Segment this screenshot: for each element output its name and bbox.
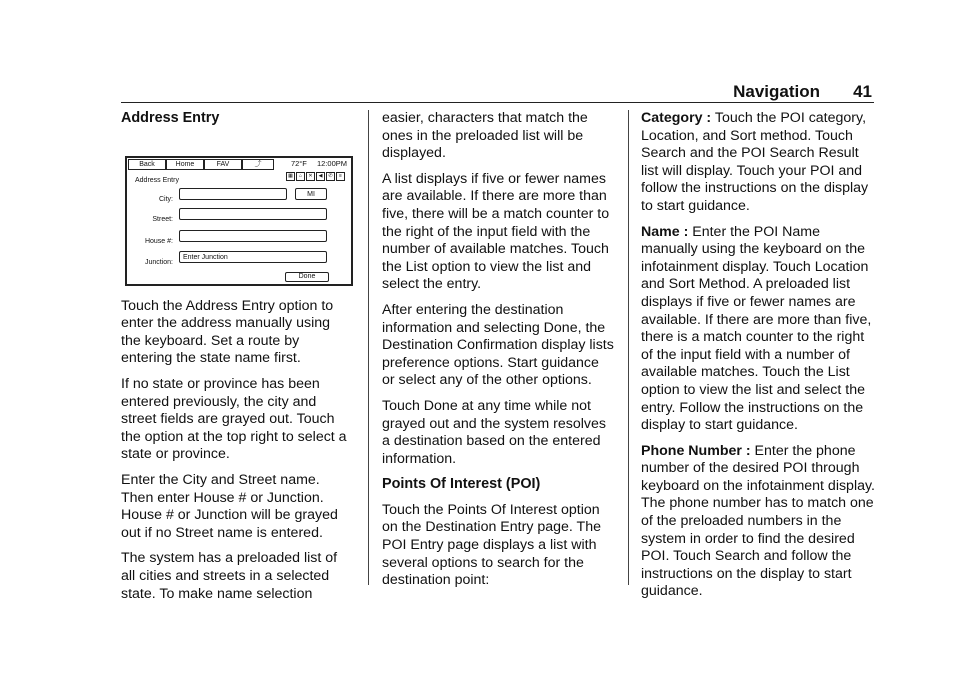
list-icon: ≡ (336, 172, 345, 181)
house-label: House #: (144, 237, 173, 245)
section-heading: Points Of Interest (POI) (382, 476, 541, 493)
phone-icon: ✆ (326, 172, 335, 181)
section-title: Navigation (733, 82, 820, 101)
address-entry-screen-illustration (125, 156, 353, 286)
junction-label: Junction: (144, 258, 173, 266)
keyboard-icon: ▦ (286, 172, 295, 181)
city-field (179, 188, 287, 200)
column-3 (641, 110, 876, 609)
paragraph: Touch Done at any time while not grayed out and the system resolves a destination based on the entered information. (382, 397, 606, 467)
screen-icon-row (285, 172, 345, 181)
close-icon: ✕ (306, 172, 315, 181)
screen-title: Address Entry (135, 176, 179, 184)
paragraph: Touch the Address Entry option to enter the address manually using the keyboard. Set a route by entering the state name first. (121, 297, 334, 367)
home-icon: ⌂ (296, 172, 305, 181)
flag-icon: ◀ (316, 172, 325, 181)
column-2 (382, 110, 614, 598)
fav-button: FAV (204, 159, 242, 170)
section-heading: Address Entry (121, 110, 220, 126)
screen-button-bar (128, 159, 274, 169)
page-number: 41 (853, 82, 872, 101)
term-text: Enter the phone number of the desired POI through keyboard on the infotainment display. The phone number has to match one of the preloaded numbers in the system in order to find the desired POI. Touch Search and follow the instructions on the display to start guidance. (641, 442, 875, 600)
junction-field: Enter Junction (179, 251, 327, 263)
term-label: Phone Number : (641, 442, 751, 459)
paragraph: Enter the City and Street name. Then enter House # or Junction. House # or Junction will be grayed out if no Street name is entered. (121, 471, 338, 541)
definition-category (641, 110, 876, 216)
paragraph: After entering the destination information and selecting Done, the Destination Confirmation display lists preference options. Start guidance or select any of the other options. (382, 301, 614, 389)
term-label: Category : (641, 110, 712, 126)
done-button: Done (285, 272, 329, 282)
clock: 12:00PM (316, 158, 347, 168)
city-label: City: (159, 195, 173, 203)
definition-name (641, 224, 876, 435)
paragraph: If no state or province has been entered previously, the city and street fields are grayed out. Touch the option at the top right to select a state or province. (121, 375, 347, 463)
street-field (179, 208, 327, 220)
paragraph: easier, characters that match the ones in the preloaded list will be displayed. (382, 110, 588, 162)
paragraph: Touch the Points Of Interest option on the Destination Entry page. The POI Entry page displays a list with several options to search for the destination point: (382, 501, 601, 589)
home-button: Home (166, 159, 204, 170)
status-area (283, 159, 347, 169)
column-divider (628, 110, 629, 585)
definition-phone-number (641, 443, 876, 601)
street-label: Street: (152, 215, 173, 223)
temperature: 72°F (290, 158, 307, 168)
page-header (121, 80, 874, 103)
house-field (179, 230, 327, 242)
state-button: MI (295, 188, 327, 200)
column-1 (121, 110, 353, 611)
term-label: Name : (641, 223, 689, 240)
paragraph: A list displays if five or fewer names are available. If there are more than five, there will be a match counter to the right of the input field with the number of available matches. Touch the List option to view the list and select the entry. (382, 170, 610, 293)
nav-arrow-icon: ⤴ (242, 159, 274, 170)
term-text: Enter the POI Name manually using the keyboard on the infotainment display. Touch Location and Sort Method. A preloaded list displays if five or fewer names are available. If there are more than five, there is a match counter to the right of the input field with a number of available matches. Touch the List option to view the list and select the entry. Follow the instructions on the display to start guidance. (641, 223, 872, 434)
back-button: Back (128, 159, 166, 170)
column-divider (368, 110, 369, 585)
term-text: Touch the POI category, Location, and Sort method. Touch Search and the POI Search Result list will display. Touch your POI and follow the instructions on the display to start guidance. (641, 110, 869, 214)
paragraph: The system has a preloaded list of all cities and streets in a selected state. To make name selection (121, 550, 338, 602)
